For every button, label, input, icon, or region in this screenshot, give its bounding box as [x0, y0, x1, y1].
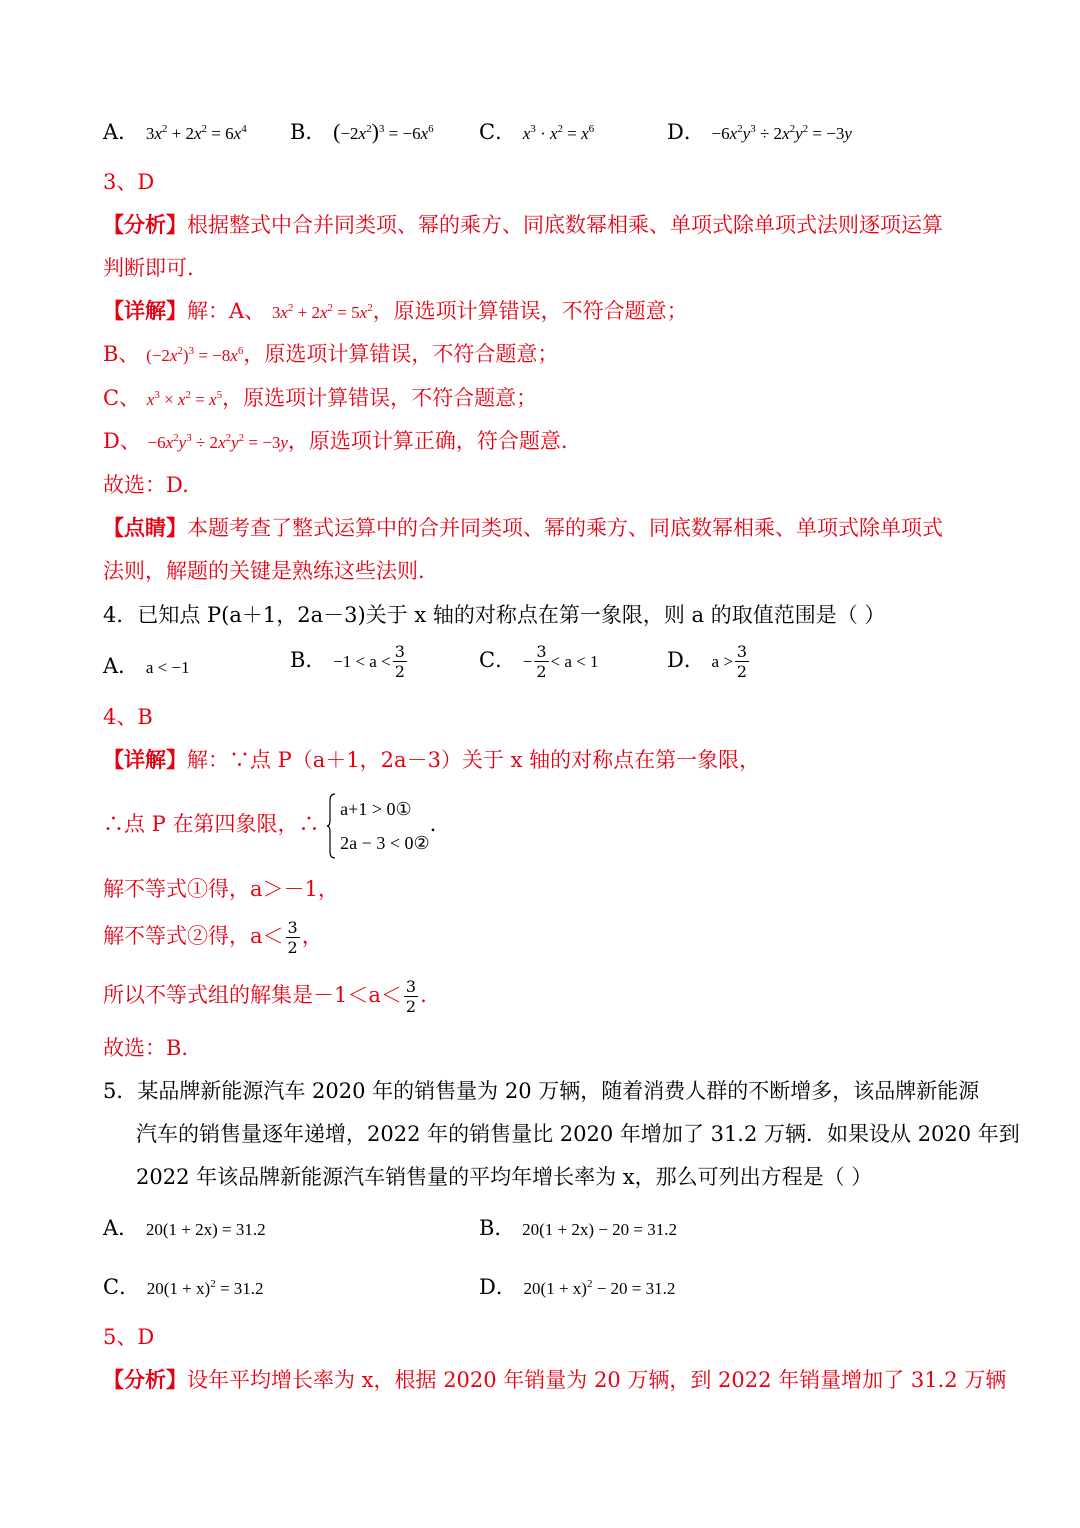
detail-tag: 【详解】 [103, 747, 187, 772]
option-label: C． [479, 648, 517, 672]
q5-option-d [479, 1273, 675, 1303]
q3-detail-a [103, 297, 688, 327]
q5-option-c [103, 1273, 264, 1303]
math-expression: 20(1 + 2x) − 20 = 31.2 [522, 1220, 677, 1239]
q4-answer: 4、B [103, 705, 153, 729]
option-label: C． [479, 120, 517, 144]
q4-solve-1: 解不等式①得，a＞－1， [103, 877, 339, 901]
detail-text: 解：A、 [187, 299, 266, 323]
q3-option-d [667, 118, 852, 148]
option-label: A． [103, 654, 140, 678]
q4-detail [103, 746, 760, 774]
detail-text: ，原选项计算错误，不符合题意； [243, 342, 559, 366]
math-expression: $3x^2 + 2x^2 = 5x^2$ [271, 302, 373, 322]
detail-text: ，原选项计算错误，不符合题意； [372, 299, 688, 323]
option-label: B． [479, 1216, 516, 1240]
q3-analysis-cont: 判断即可. [103, 256, 194, 280]
q3-analysis [103, 211, 943, 239]
period: . [429, 812, 437, 836]
analysis-tag: 【分析】 [103, 1367, 187, 1392]
q3-option-a [103, 118, 247, 148]
inequality-system [326, 792, 429, 860]
q3-detail-d [103, 427, 568, 457]
q5-question-line3: 2022 年该品牌新能源汽车销售量的平均年增长率为 x，那么可列出方程是（ ） [136, 1165, 873, 1189]
math-expression: − [522, 652, 533, 671]
fraction-numerator: 3 [736, 642, 748, 661]
math-expression: $-6x^2y^3 \div 2x^2y^2 = -3y$ [711, 123, 852, 143]
math-part: 20(1 + x) [146, 1279, 211, 1298]
math-expression: 20(1 + 2x) = 31.2 [145, 1220, 266, 1239]
solve-text: 解不等式②得，a＜ [103, 924, 284, 948]
fraction-denominator: 2 [536, 662, 547, 681]
option-label: D． [667, 120, 705, 144]
detail-label: B、 [103, 342, 140, 366]
inequality-2: 2a − 3 < 0② [340, 832, 430, 853]
q4-solve-2 [103, 918, 323, 957]
q4-solve-3 [103, 977, 427, 1016]
q3-option-c [479, 118, 594, 148]
math-expression: a > [711, 652, 733, 671]
q5-question-line2: 汽车的销售量逐年递增，2022 年的销售量比 2020 年增加了 31.2 万辆．如果设从 2020 年到 [136, 1122, 1020, 1146]
option-label: A． [103, 120, 140, 144]
detail-text: ，原选项计算正确，符合题意. [287, 429, 568, 453]
math-expression: $x^3 \cdot x^2 = x^6$ [522, 123, 595, 143]
math-expression: $20(1 + x)^2 = 31.2$ [146, 1278, 264, 1298]
q4-choose: 故选：B. [103, 1036, 189, 1060]
option-label: D． [479, 1275, 517, 1299]
q4-question: 4．已知点 P(a＋1，2a－3)关于 x 轴的对称点在第一象限，则 a 的取值范围是（ ） [103, 603, 886, 627]
math-expression: $(-2x^2)^3 = -6x^6$ [333, 119, 434, 144]
option-label: B． [290, 648, 327, 672]
fraction-denominator: 2 [287, 938, 298, 957]
math-expression: $-6x^2y^3 \div 2x^2y^2 = -3y$ [147, 432, 288, 452]
detail-text: 解：∵点 P（a＋1，2a－3）关于 x 轴的对称点在第一象限， [187, 748, 761, 772]
inequality-1: a+1 > 0① [340, 798, 412, 819]
fraction [404, 977, 418, 1016]
solve-text: . [420, 983, 427, 1007]
solve-text: 所以不等式组的解集是－1＜a＜ [103, 983, 402, 1007]
fraction [286, 918, 300, 957]
q5-answer: 5、D [103, 1325, 155, 1349]
detail-text: ，原选项计算错误，不符合题意； [222, 386, 538, 410]
option-label: B． [290, 120, 327, 144]
q3-answer: 3、D [103, 170, 155, 194]
math-expression: $(-2x^2)^3 = -8x^6$ [146, 345, 244, 365]
comment-tag: 【点睛】 [103, 515, 187, 540]
fraction [393, 642, 407, 681]
math-expression: $20(1 + x)^2 - 20 = 31.2$ [523, 1278, 676, 1298]
q4-option-d [667, 642, 751, 681]
q5-question-line1: 5．某品牌新能源汽车 2020 年的销售量为 20 万辆，随着消费人群的不断增多，该品牌新能源 [103, 1079, 980, 1103]
fraction [534, 642, 548, 681]
detail-text: ∴点 P 在第四象限，∴ [103, 812, 320, 836]
q5-option-a [103, 1214, 266, 1244]
q3-comment [103, 514, 943, 542]
math-part: − 20 = 31.2 [592, 1279, 676, 1298]
solve-text: ， [301, 924, 323, 948]
fraction-numerator: 3 [536, 642, 547, 661]
fraction-numerator: 3 [394, 642, 405, 661]
fraction-numerator: 3 [405, 977, 417, 996]
option-label: D． [667, 648, 705, 672]
fraction [735, 642, 749, 681]
detail-label: D、 [103, 429, 141, 453]
math-expression: $x^3 \times x^2 = x^5$ [146, 389, 223, 409]
q4-option-b [290, 642, 409, 681]
math-expression: a < −1 [145, 658, 190, 677]
option-label: C． [103, 1275, 141, 1299]
q3-choose: 故选：D. [103, 473, 189, 497]
q4-option-a [103, 652, 190, 682]
q5-analysis [103, 1366, 1006, 1394]
fraction-numerator: 3 [287, 918, 298, 937]
detail-label: C、 [103, 386, 141, 410]
option-label: A． [103, 1216, 140, 1240]
fraction-denominator: 2 [736, 662, 748, 681]
math-expression: $3x^2 + 2x^2 = 6x^4$ [145, 123, 247, 143]
q3-detail-b [103, 340, 558, 370]
math-expression: < a < 1 [550, 652, 599, 671]
brace-icon [326, 792, 336, 860]
q4-detail-system [103, 790, 436, 860]
fraction-denominator: 2 [394, 662, 405, 681]
q4-option-c [479, 642, 599, 681]
math-part: 20(1 + x) [523, 1279, 587, 1298]
fraction-denominator: 2 [405, 997, 417, 1016]
detail-tag: 【详解】 [103, 298, 187, 323]
q3-comment-cont: 法则，解题的关键是熟练这些法则. [103, 559, 425, 583]
comment-text: 本题考查了整式运算中的合并同类项、幂的乘方、同底数幂相乘、单项式除单项式 [187, 516, 943, 540]
q5-option-b [479, 1214, 677, 1244]
analysis-text: 根据整式中合并同类项、幂的乘方、同底数幂相乘、单项式除单项式法则逐项运算 [187, 213, 943, 237]
math-part: = 31.2 [215, 1279, 264, 1298]
q3-detail-c [103, 384, 537, 414]
math-expression: −1 < a < [333, 652, 391, 671]
analysis-text: 设年平均增长率为 x，根据 2020 年销量为 20 万辆，到 2022 年销量增加了 31.2 万辆 [187, 1368, 1007, 1392]
analysis-tag: 【分析】 [103, 212, 187, 237]
q3-option-b [290, 118, 434, 148]
